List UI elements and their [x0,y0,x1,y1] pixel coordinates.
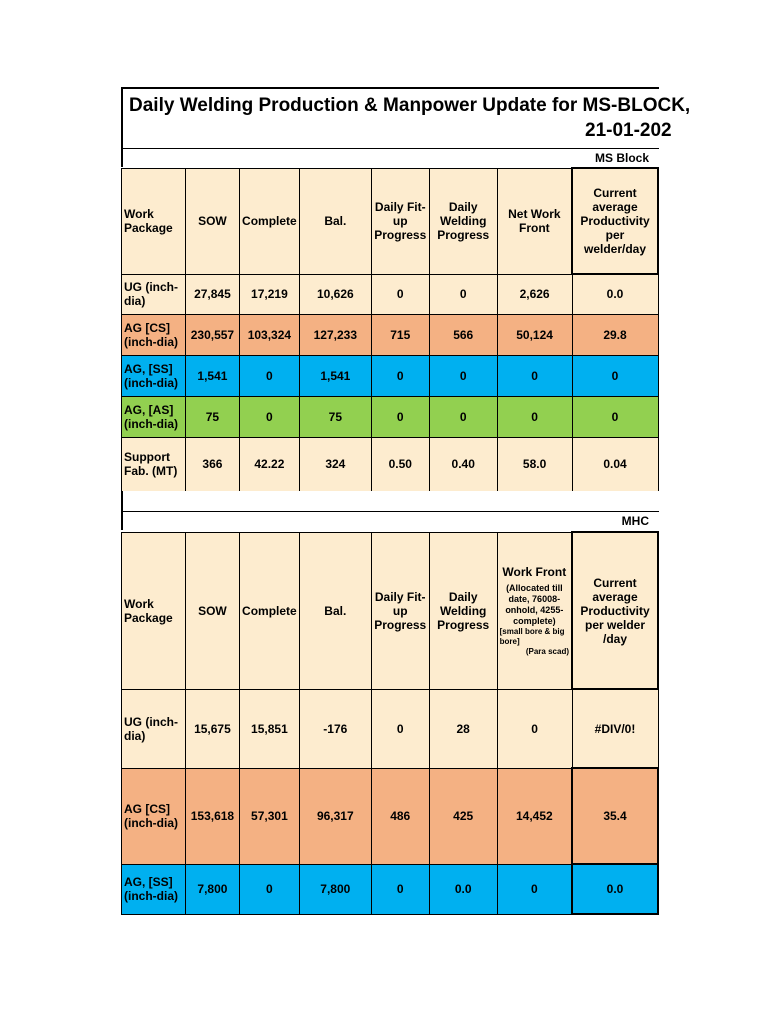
ms-block-label-text: MS Block [594,151,649,165]
header-sow: SOW [185,168,239,274]
cell-welding: 0.0 [429,864,497,914]
table-row [122,314,659,355]
cell-work-front: 2,626 [497,274,572,314]
cell-complete: 42.22 [239,437,299,491]
cell-work-package: AG, [SS] (inch-dia) [122,355,186,396]
header-daily-fitup: Daily Fit-up Progress [371,532,429,689]
cell-work-package: AG, [AS] (inch-dia) [122,396,186,437]
cell-welding: 28 [429,689,497,768]
report-title: Daily Welding Production & Manpower Update for MS-BLOCK, [129,95,691,116]
cell-bal: 96,317 [299,768,371,864]
cell-welding: 0 [429,396,497,437]
cell-welding: 0 [429,355,497,396]
cell-fitup: 0.50 [371,437,429,491]
cell-bal: 1,541 [299,355,371,396]
cell-complete: 0 [239,864,299,914]
cell-sow: 15,675 [185,689,239,768]
header-net-work-front: Net Work Front [497,168,572,274]
cell-productivity: 0.04 [572,437,658,491]
header-productivity: Current average Productivity per welder /day [572,532,658,689]
cell-complete: 0 [239,396,299,437]
cell-productivity: 35.4 [572,768,658,864]
header-work-package: Work Package [122,168,186,274]
header-work-front [497,532,572,689]
cell-fitup: 0 [371,689,429,768]
cell-work-package: AG [CS] (inch-dia) [122,314,186,355]
cell-work-front: 0 [497,689,572,768]
cell-work-package: UG (inch-dia) [122,689,186,768]
work-front-title: Work Front [502,564,567,579]
work-front-scad: (Para scad) [525,646,569,656]
cell-complete: 57,301 [239,768,299,864]
cell-work-front: 14,452 [497,768,572,864]
header-complete: Complete [239,532,299,689]
mhc-section-label [121,511,659,530]
cell-bal: 7,800 [299,864,371,914]
report-title-box [121,87,691,152]
cell-bal: 75 [299,396,371,437]
cell-sow: 153,618 [185,768,239,864]
cell-welding: 425 [429,768,497,864]
header-bal: Bal. [299,532,371,689]
work-front-bore: [small bore & big bore] [499,626,565,646]
cell-work-front: 50,124 [497,314,572,355]
table-row [122,355,659,396]
header-complete: Complete [239,168,299,274]
cell-sow: 75 [185,396,239,437]
cell-complete: 0 [239,355,299,396]
header-work-package: Work Package [122,532,186,689]
table-row [122,396,659,437]
spreadsheet [121,87,691,915]
cell-fitup: 0 [371,864,429,914]
mhc-label-text: MHC [621,514,649,528]
ms-block-table [121,167,659,492]
cell-complete: 15,851 [239,689,299,768]
header-daily-fitup: Daily Fit-up Progress [371,168,429,274]
cell-welding: 0 [429,274,497,314]
mhc-table [121,531,659,915]
cell-fitup: 715 [371,314,429,355]
cell-welding: 0.40 [429,437,497,491]
cell-bal: 324 [299,437,371,491]
cell-bal: -176 [299,689,371,768]
cell-bal: 10,626 [299,274,371,314]
report-date: 21-01-202 [585,120,672,141]
table-row [122,864,659,914]
ms-block-section-label [121,148,659,167]
header-productivity: Current average Productivity per welder/day [572,168,658,274]
cell-work-front: 0 [497,355,572,396]
cell-productivity: 0 [572,396,658,437]
cell-work-front: 0 [497,864,572,914]
cell-sow: 27,845 [185,274,239,314]
work-front-note: (Allocated till date, 76008-onhold, 4255-complete) [505,582,564,626]
cell-work-package: AG [CS] (inch-dia) [122,768,186,864]
cell-fitup: 0 [371,396,429,437]
header-daily-welding: Daily Welding Progress [429,532,497,689]
cell-productivity: 0.0 [572,864,658,914]
cell-work-package: UG (inch-dia) [122,274,186,314]
cell-work-package: AG, [SS] (inch-dia) [122,864,186,914]
cell-sow: 230,557 [185,314,239,355]
header-daily-welding: Daily Welding Progress [429,168,497,274]
cell-complete: 103,324 [239,314,299,355]
cell-productivity: 0 [572,355,658,396]
ms-block-header-row [122,168,659,274]
header-sow: SOW [185,532,239,689]
cell-productivity: 29.8 [572,314,658,355]
cell-fitup: 486 [371,768,429,864]
cell-bal: 127,233 [299,314,371,355]
cell-sow: 366 [185,437,239,491]
table-row [122,274,659,314]
table-row [122,437,659,491]
header-bal: Bal. [299,168,371,274]
cell-productivity: 0.0 [572,274,658,314]
cell-work-package: Support Fab. (MT) [122,437,186,491]
cell-welding: 566 [429,314,497,355]
mhc-header-row [122,532,659,689]
cell-complete: 17,219 [239,274,299,314]
cell-productivity: #DIV/0! [572,689,658,768]
cell-sow: 1,541 [185,355,239,396]
cell-fitup: 0 [371,274,429,314]
cell-work-front: 58.0 [497,437,572,491]
table-row [122,768,659,864]
section-spacer [121,491,659,511]
cell-fitup: 0 [371,355,429,396]
table-row [122,689,659,768]
cell-work-front: 0 [497,396,572,437]
cell-sow: 7,800 [185,864,239,914]
